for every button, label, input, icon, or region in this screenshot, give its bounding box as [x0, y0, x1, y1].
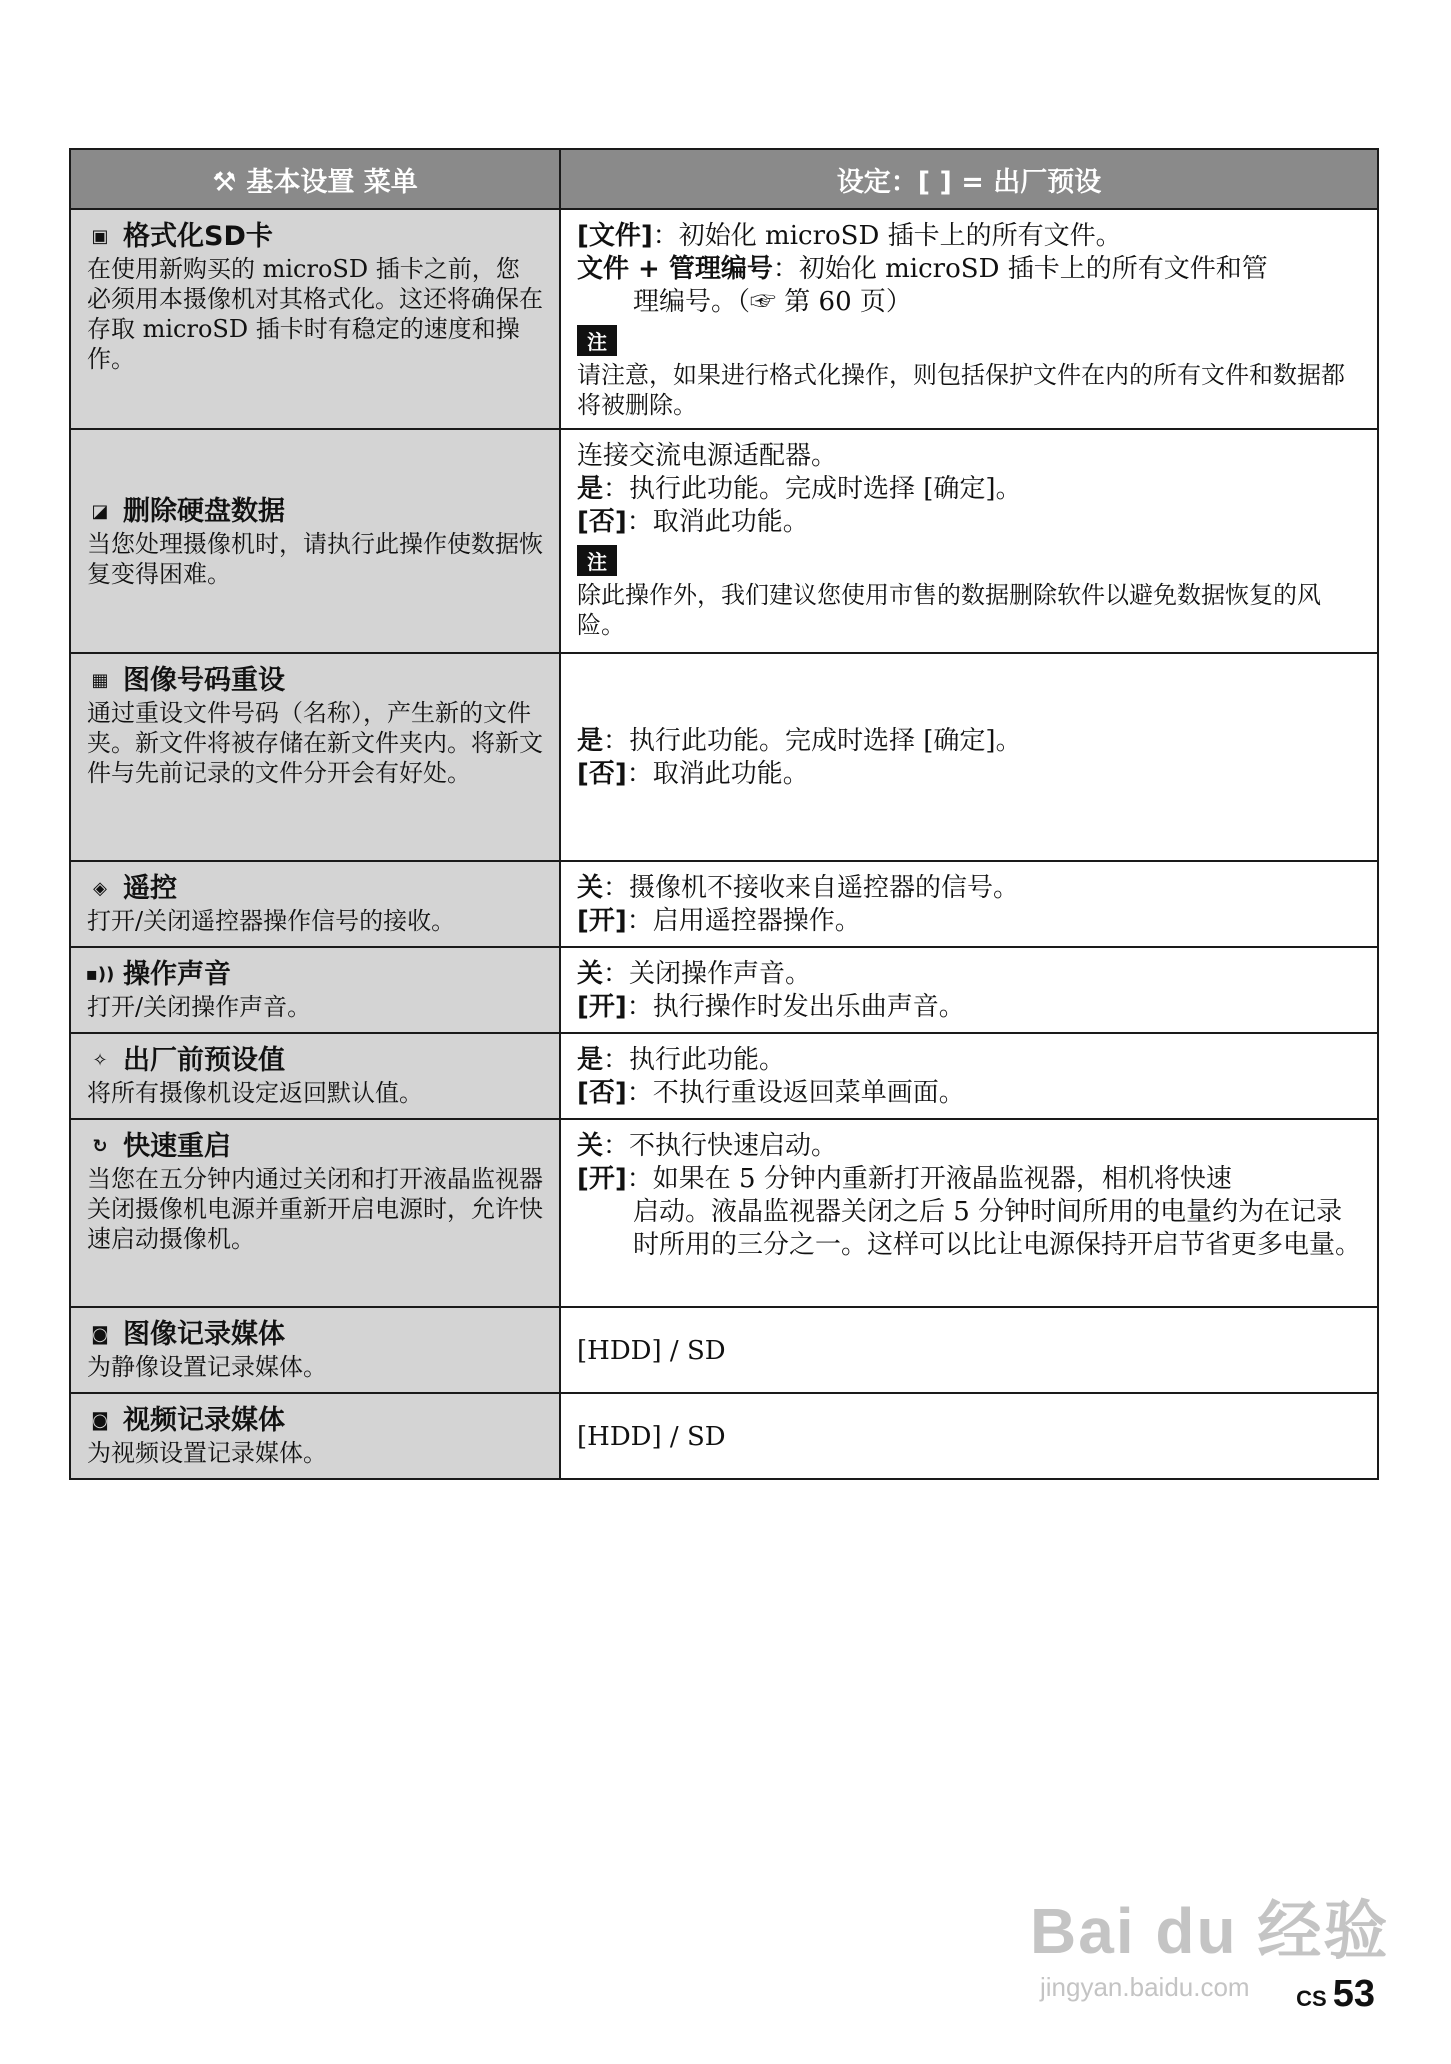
page-number: 53 — [1332, 1973, 1375, 2015]
option-line: [否]：不执行重设返回菜单画面。 — [577, 1078, 965, 1108]
options-cell — [560, 209, 1378, 429]
factory-reset-icon: ✧ — [92, 1050, 108, 1071]
setting-cell: ▪)) 操作声音 打开/关闭操作声音。 — [70, 947, 560, 1033]
wrench-icon: ⚒ — [212, 166, 237, 198]
option-line: 是：执行此功能。完成时选择 [确定]。 — [577, 474, 1022, 504]
sound-icon: ▪)) — [85, 964, 115, 985]
option-line: [开]：执行操作时发出乐曲声音。 — [577, 992, 965, 1022]
table-row — [70, 209, 1378, 429]
watermark-brand: Bai du 经验 — [1030, 1895, 1390, 1967]
watermark-url: jingyan.baidu.com — [1040, 1972, 1250, 2002]
table-row — [70, 1307, 1378, 1393]
setting-desc: 在使用新购买的 microSD 插卡之前，您必须用本摄像机对其格式化。这还将确保在存取 microSD 插卡时有稳定的速度和操作。 — [87, 255, 543, 373]
option-line: 启动。液晶监视器关闭之后 5 分钟时间所用的电量约为在记录时所用的三分之一。这样可以比让电源保持开启节省更多电量。 — [633, 1197, 1362, 1260]
setting-desc: 将所有摄像机设定返回默认值。 — [87, 1079, 423, 1107]
option-line: 文件 + 管理编号：初始化 microSD 插卡上的所有文件和管 — [577, 254, 1268, 284]
option-line: 关：关闭操作声音。 — [577, 959, 812, 989]
sd-format-icon: ▣ — [91, 226, 109, 247]
setting-desc: 打开/关闭遥控器操作信号的接收。 — [87, 907, 456, 935]
setting-desc: 当您在五分钟内通过关闭和打开液晶监视器关闭摄像机电源并重新开启电源时，允许快速启动摄像机。 — [87, 1165, 543, 1253]
option-line: [文件]：初始化 microSD 插卡上的所有文件。 — [577, 221, 1122, 251]
table-row — [70, 1119, 1378, 1307]
options-cell — [560, 1033, 1378, 1119]
options-cell — [560, 947, 1378, 1033]
table-row — [70, 1393, 1378, 1479]
option-line: [HDD] / SD — [577, 1335, 726, 1366]
quick-restart-icon: ↻ — [92, 1136, 108, 1157]
option-line: 关：摄像机不接收来自遥控器的信号。 — [577, 873, 1020, 903]
header-right: 设定：[ ] = 出厂预设 — [560, 149, 1378, 209]
setting-cell: ▦ 图像号码重设 通过重设文件号码（名称），产生新的文件夹。新文件将被存储在新文件夹内。将新文件与先前记录的文件分开会有好处。 — [70, 653, 560, 861]
table-row — [70, 861, 1378, 947]
setting-desc: 通过重设文件号码（名称），产生新的文件夹。新文件将被存储在新文件夹内。将新文件与先前记录的文件分开会有好处。 — [87, 699, 543, 787]
setting-cell: ◪ 删除硬盘数据 当您处理摄像机时，请执行此操作使数据恢复变得困难。 — [70, 429, 560, 653]
option-line: 连接交流电源适配器。 — [577, 441, 838, 471]
option-line: [开]：启用遥控器操作。 — [577, 906, 861, 936]
page-footer — [1296, 1973, 1375, 2016]
options-cell — [560, 653, 1378, 861]
remote-icon: ◈ — [93, 878, 107, 899]
note-badge: 注 — [577, 545, 617, 576]
setting-cell: ◙ 图像记录媒体 为静像设置记录媒体。 — [70, 1307, 560, 1393]
option-line: 关：不执行快速启动。 — [577, 1131, 838, 1161]
note-text: 请注意，如果进行格式化操作，则包括保护文件在内的所有文件和数据都将被删除。 — [577, 361, 1345, 419]
header-left: ⚒ 基本设置 菜单 — [70, 149, 560, 209]
option-line: 理编号。（☞ 第 60 页） — [633, 287, 912, 317]
image-number-icon: ▦ — [91, 670, 109, 691]
note-text: 除此操作外，我们建议您使用市售的数据删除软件以避免数据恢复的风险。 — [577, 581, 1321, 639]
table-row — [70, 1033, 1378, 1119]
option-line: 是：执行此功能。完成时选择 [确定]。 — [577, 726, 1022, 756]
table-row — [70, 947, 1378, 1033]
table-header — [70, 149, 1378, 209]
setting-desc: 当您处理摄像机时，请执行此操作使数据恢复变得困难。 — [87, 530, 543, 588]
option-line: 是：执行此功能。 — [577, 1045, 786, 1075]
table-row — [70, 429, 1378, 653]
setting-cell: ▣ 格式化SD卡 在使用新购买的 microSD 插卡之前，您必须用本摄像机对其格式化。这还将确保在存取 microSD 插卡时有稳定的速度和操作。 — [70, 209, 560, 429]
setting-cell: ↻ 快速重启 当您在五分钟内通过关闭和打开液晶监视器关闭摄像机电源并重新开启电源时，允许快速启动摄像机。 — [70, 1119, 560, 1307]
option-line: [HDD] / SD — [577, 1421, 726, 1452]
option-line: [开]：如果在 5 分钟内重新打开液晶监视器，相机将快速 — [577, 1164, 1232, 1194]
language-code: CS — [1296, 1986, 1327, 2011]
setting-desc: 为静像设置记录媒体。 — [87, 1353, 327, 1381]
settings-table — [69, 148, 1379, 1480]
setting-desc: 为视频设置记录媒体。 — [87, 1439, 327, 1467]
options-cell — [560, 1119, 1378, 1307]
setting-cell: ◙ 视频记录媒体 为视频设置记录媒体。 — [70, 1393, 560, 1479]
camera-media-icon: ◙ — [91, 1324, 109, 1345]
setting-cell: ✧ 出厂前预设值 将所有摄像机设定返回默认值。 — [70, 1033, 560, 1119]
setting-desc: 打开/关闭操作声音。 — [87, 993, 312, 1021]
hdd-erase-icon: ◪ — [91, 501, 109, 522]
note-badge: 注 — [577, 325, 617, 356]
video-media-icon: ◙ — [91, 1410, 109, 1431]
setting-cell: ◈ 遥控 打开/关闭遥控器操作信号的接收。 — [70, 861, 560, 947]
table-row — [70, 653, 1378, 861]
option-line: [否]：取消此功能。 — [577, 507, 809, 537]
options-cell — [560, 429, 1378, 653]
options-cell — [560, 1307, 1378, 1393]
options-cell — [560, 861, 1378, 947]
option-line: [否]：取消此功能。 — [577, 759, 809, 789]
options-cell — [560, 1393, 1378, 1479]
